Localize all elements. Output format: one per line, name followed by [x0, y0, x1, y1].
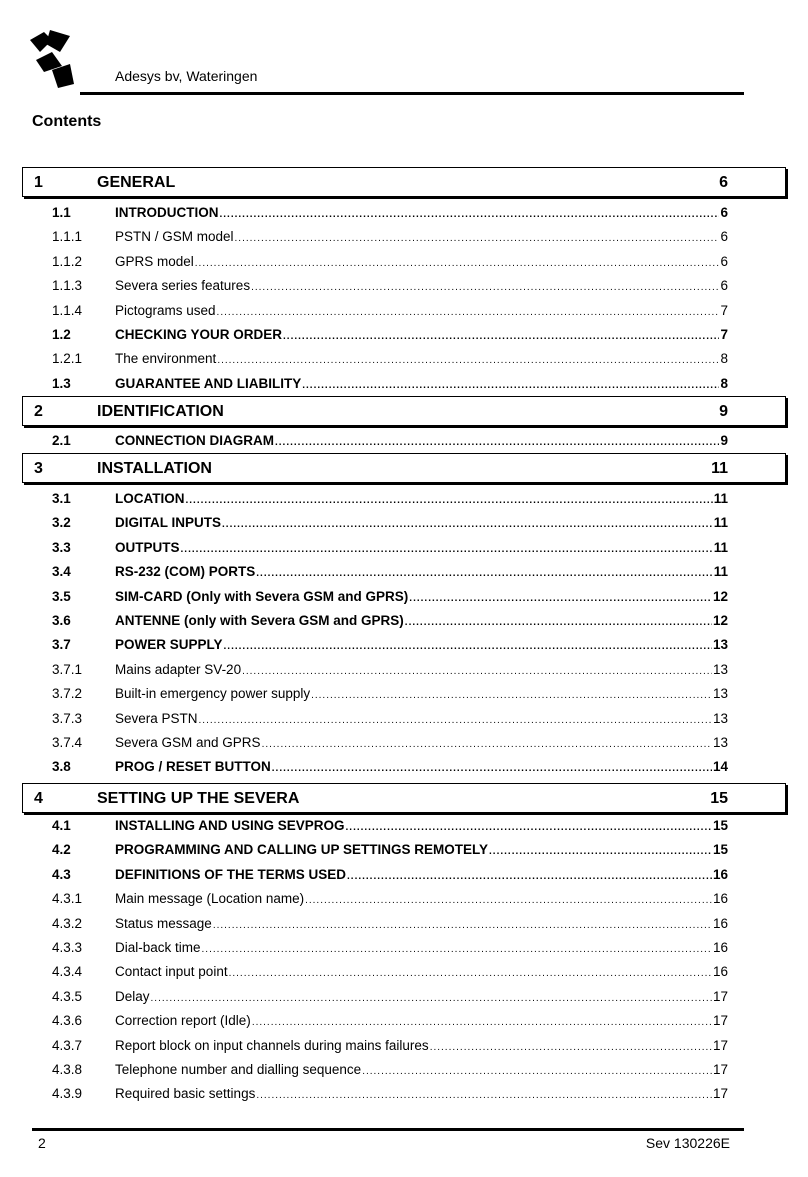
- entry-page: 13: [712, 686, 728, 702]
- entry-number: 3.5: [52, 588, 71, 604]
- toc-entry[interactable]: [0, 562, 808, 582]
- entry-page: 17: [712, 1062, 728, 1077]
- entry-number: 4.3.5: [52, 988, 83, 1004]
- dot-leader: [256, 1086, 712, 1106]
- chapter-title: SETTING UP THE SEVERA: [97, 790, 300, 807]
- entry-title: Correction report (Idle): [115, 1013, 251, 1029]
- entry-number: 4.3.6: [52, 1013, 83, 1029]
- toc-entry[interactable]: [0, 227, 808, 247]
- header-rule: [80, 92, 744, 95]
- entry-number: 3.6: [52, 613, 71, 628]
- entry-page: 13: [712, 735, 728, 750]
- entry-title: Built-in emergency power supply: [115, 686, 311, 702]
- toc-entry[interactable]: [0, 349, 808, 369]
- toc-entry[interactable]: [0, 325, 808, 345]
- entry-number: 4.3: [52, 866, 71, 882]
- entry-page: 6: [720, 205, 728, 220]
- toc-entry[interactable]: [0, 914, 808, 934]
- entry-number: 1.1.1: [52, 229, 83, 245]
- footer-page-number: 2: [38, 1135, 46, 1151]
- entry-page: 8: [720, 351, 728, 367]
- toc-entry[interactable]: [0, 865, 808, 885]
- entry-number: 3.1: [52, 491, 71, 506]
- entry-title: OUTPUTS: [115, 539, 180, 555]
- entry-page: 13: [712, 637, 728, 653]
- entry-number: 2.1: [52, 433, 71, 448]
- entry-title: LOCATION: [115, 491, 185, 506]
- entry-number: 3.7.3: [52, 710, 83, 726]
- entry-title: PROG / RESET BUTTON: [115, 759, 271, 775]
- entry-title: Telephone number and dialling sequence: [115, 1062, 362, 1077]
- toc-entry[interactable]: [0, 203, 808, 223]
- chapter-number: 2: [34, 403, 43, 420]
- entry-page: 16: [712, 891, 728, 907]
- entry-page: 15: [712, 818, 728, 833]
- entry-page: 14: [712, 759, 728, 775]
- entry-page: 11: [713, 539, 728, 555]
- entry-number: 1.3: [52, 375, 71, 391]
- entry-title: PROGRAMMING AND CALLING UP SETTINGS REMOTELY: [115, 842, 489, 858]
- toc-entry[interactable]: [0, 660, 808, 680]
- company-logo-icon: [30, 30, 74, 90]
- chapter-page: 15: [710, 790, 728, 807]
- entry-page: 16: [712, 866, 728, 882]
- entry-page: 15: [712, 842, 728, 858]
- entry-page: 6: [720, 229, 728, 245]
- dot-leader: [409, 589, 712, 609]
- entry-page: 7: [720, 302, 728, 318]
- toc-entry[interactable]: [0, 252, 808, 272]
- toc-entry[interactable]: [0, 987, 808, 1007]
- chapter-title: IDENTIFICATION: [97, 403, 224, 420]
- toc-entry[interactable]: [0, 938, 808, 958]
- chapter-page: 11: [711, 460, 728, 477]
- entry-title: Severa series features: [115, 278, 251, 294]
- dot-leader: [283, 327, 719, 347]
- toc-entry[interactable]: [0, 587, 808, 607]
- dot-leader: [275, 433, 719, 453]
- dot-leader: [181, 540, 713, 560]
- entry-number: 4.3.7: [52, 1037, 83, 1053]
- entry-page: 12: [712, 588, 728, 604]
- chapter-heading[interactable]: [22, 396, 786, 426]
- entry-number: 4.3.4: [52, 964, 83, 980]
- toc-entry[interactable]: [0, 489, 808, 509]
- entry-title: Severa GSM and GPRS: [115, 735, 261, 750]
- entry-page: 8: [720, 375, 728, 391]
- entry-page: 7: [720, 327, 728, 342]
- chapter-page: 9: [719, 403, 728, 420]
- entry-title: Main message (Location name): [115, 891, 305, 907]
- entry-page: 17: [712, 1086, 728, 1102]
- entry-title: DIGITAL INPUTS: [115, 515, 222, 531]
- entry-page: 16: [712, 940, 728, 955]
- entry-title: CONNECTION DIAGRAM: [115, 433, 274, 448]
- entry-number: 4.3.1: [52, 891, 83, 907]
- entry-page: 6: [720, 278, 728, 294]
- dot-leader: [224, 637, 712, 657]
- dot-leader: [235, 229, 720, 249]
- dot-leader: [252, 1013, 712, 1033]
- entry-title: Mains adapter SV-20: [115, 661, 242, 677]
- toc-entry[interactable]: [0, 1036, 808, 1056]
- entry-title: Pictograms used: [115, 302, 216, 318]
- entry-number: 3.7.2: [52, 686, 83, 702]
- chapter-heading[interactable]: [22, 783, 786, 813]
- entry-page: 13: [712, 710, 728, 726]
- footer-document-code: Sev 130226E: [645, 1135, 730, 1151]
- chapter-number: 4: [34, 790, 43, 807]
- chapter-title: INSTALLATION: [97, 460, 212, 477]
- entry-title: Required basic settings: [115, 1086, 256, 1102]
- toc-entry[interactable]: [0, 431, 808, 451]
- toc-entry[interactable]: [0, 1011, 808, 1031]
- toc-entry[interactable]: [0, 733, 808, 753]
- dot-leader: [195, 254, 720, 274]
- entry-number: 3.7.4: [52, 735, 83, 750]
- dot-leader: [229, 964, 712, 984]
- entry-title: CHECKING YOUR ORDER: [115, 327, 283, 342]
- toc-entry[interactable]: [0, 816, 808, 836]
- toc-entry[interactable]: [0, 684, 808, 704]
- dot-leader: [346, 818, 712, 838]
- entry-number: 3.8: [52, 759, 71, 775]
- entry-number: 1.1.2: [52, 253, 83, 269]
- entry-number: 1.1.4: [52, 302, 83, 318]
- entry-title: Status message: [115, 915, 212, 931]
- dot-leader: [311, 686, 712, 706]
- company-name: Adesys bv, Wateringen: [115, 68, 258, 84]
- dot-leader: [302, 376, 719, 396]
- entry-number: 4.3.9: [52, 1086, 83, 1102]
- entry-title: Dial-back time: [115, 940, 201, 955]
- dot-leader: [151, 989, 712, 1009]
- entry-page: 12: [712, 613, 728, 628]
- toc-entry[interactable]: [0, 611, 808, 631]
- dot-leader: [272, 759, 712, 779]
- dot-leader: [186, 491, 713, 511]
- dot-leader: [489, 842, 712, 862]
- dot-leader: [405, 613, 712, 633]
- dot-leader: [251, 278, 719, 298]
- entry-title: Contact input point: [115, 964, 228, 980]
- entry-title: GPRS model: [115, 253, 194, 269]
- entry-number: 1.2.1: [52, 351, 83, 367]
- entry-number: 1.1.3: [52, 278, 83, 294]
- toc-entry[interactable]: [0, 1060, 808, 1080]
- entry-number: 4.3.2: [52, 915, 83, 931]
- contents-title: Contents: [32, 113, 102, 130]
- dot-leader: [202, 940, 712, 960]
- toc-entry[interactable]: [0, 635, 808, 655]
- entry-title: DEFINITIONS OF THE TERMS USED: [115, 866, 347, 882]
- toc-entry[interactable]: [0, 374, 808, 394]
- entry-title: GUARANTEE AND LIABILITY: [115, 375, 302, 391]
- entry-page: 11: [713, 564, 728, 580]
- entry-page: 6: [720, 253, 728, 269]
- dot-leader: [305, 891, 712, 911]
- dot-leader: [199, 711, 712, 731]
- chapter-number: 3: [34, 460, 43, 477]
- chapter-title: GENERAL: [97, 174, 176, 191]
- toc-entry[interactable]: [0, 301, 808, 321]
- toc-entry[interactable]: [0, 889, 808, 909]
- entry-page: 16: [712, 964, 728, 980]
- toc-entry[interactable]: [0, 276, 808, 296]
- chapter-number: 1: [34, 174, 43, 191]
- entry-title: INTRODUCTION: [115, 205, 219, 220]
- entry-number: 3.3: [52, 539, 71, 555]
- toc-entry[interactable]: [0, 757, 808, 777]
- entry-number: 1.2: [52, 327, 71, 342]
- toc-entry[interactable]: [0, 840, 808, 860]
- dot-leader: [213, 916, 712, 936]
- dot-leader: [217, 351, 719, 371]
- entry-number: 4.3.3: [52, 940, 83, 955]
- entry-number: 3.2: [52, 515, 71, 531]
- entry-title: RS-232 (COM) PORTS: [115, 564, 256, 580]
- entry-page: 9: [720, 433, 728, 448]
- dot-leader: [242, 662, 712, 682]
- entry-number: 3.7.1: [52, 661, 83, 677]
- entry-page: 17: [712, 1013, 728, 1029]
- entry-page: 13: [712, 661, 728, 677]
- entry-number: 4.2: [52, 842, 71, 858]
- entry-page: 17: [712, 1037, 728, 1053]
- entry-number: 3.7: [52, 637, 71, 653]
- entry-title: INSTALLING AND USING SEVPROG: [115, 818, 345, 833]
- entry-page: 11: [713, 491, 728, 506]
- entry-title: The environment: [115, 351, 217, 367]
- toc-entry[interactable]: [0, 538, 808, 558]
- toc-entry[interactable]: [0, 709, 808, 729]
- entry-title: PSTN / GSM model: [115, 229, 234, 245]
- entry-page: 16: [712, 915, 728, 931]
- entry-title: SIM-CARD (Only with Severa GSM and GPRS): [115, 588, 409, 604]
- dot-leader: [430, 1038, 712, 1058]
- entry-page: 11: [713, 515, 728, 531]
- chapter-heading[interactable]: [22, 167, 786, 197]
- toc-entry[interactable]: [0, 1084, 808, 1104]
- footer-rule: [32, 1128, 744, 1131]
- entry-title: POWER SUPPLY: [115, 637, 223, 653]
- entry-number: 1.1: [52, 205, 71, 220]
- entry-title: Delay: [115, 988, 150, 1004]
- entry-title: Report block on input channels during mains failures: [115, 1037, 429, 1053]
- entry-number: 4.3.8: [52, 1062, 83, 1077]
- dot-leader: [220, 205, 720, 225]
- dot-leader: [262, 735, 712, 755]
- dot-leader: [256, 564, 712, 584]
- chapter-heading[interactable]: [22, 453, 786, 483]
- toc-entry[interactable]: [0, 962, 808, 982]
- chapter-page: 6: [719, 174, 728, 191]
- dot-leader: [222, 515, 713, 535]
- entry-number: 3.4: [52, 564, 71, 580]
- dot-leader: [347, 867, 712, 887]
- entry-page: 17: [712, 988, 728, 1004]
- dot-leader: [217, 303, 720, 323]
- entry-title: ANTENNE (only with Severa GSM and GPRS): [115, 613, 404, 628]
- entry-number: 4.1: [52, 818, 71, 833]
- entry-title: Severa PSTN: [115, 710, 198, 726]
- toc-entry[interactable]: [0, 513, 808, 533]
- dot-leader: [362, 1062, 712, 1082]
